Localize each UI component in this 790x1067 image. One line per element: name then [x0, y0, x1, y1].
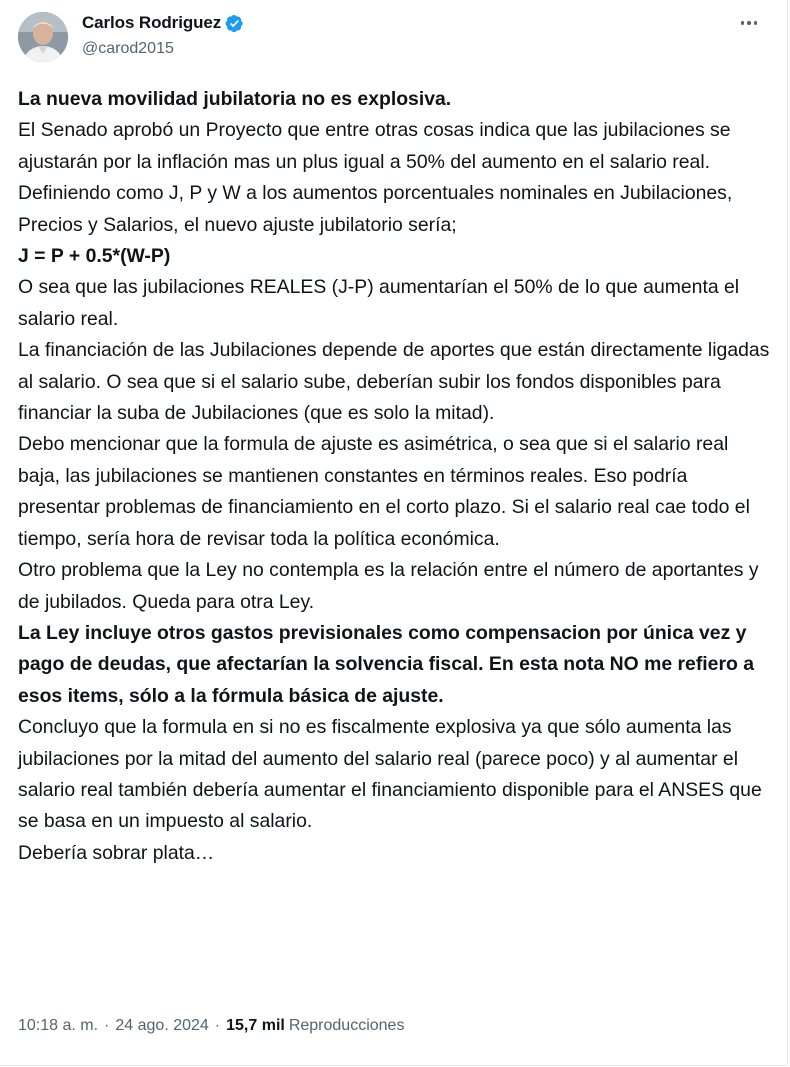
verified-badge-icon — [225, 14, 244, 33]
paragraph-9: La Ley incluye otros gastos previsionales como compensacion por única vez y pago de deudas, que afectarían la solvencia fiscal. En esta nota NO me refiero a esos items, sólo a la fórmula básica de ajuste. — [18, 621, 755, 707]
formula: J = P + 0.5*(W-P) — [18, 245, 171, 268]
tweet-meta — [18, 1017, 404, 1035]
avatar[interactable] — [18, 12, 68, 62]
paragraph-3: Definiendo como J, P y W a los aumentos porcentuales nominales en Jubilaciones, Precios y Salarios, el nuevo ajuste jubilatorio sería; — [18, 182, 733, 236]
author-display-name[interactable]: Carlos Rodriguez — [82, 13, 222, 32]
paragraph-11: Debería sobrar plata… — [18, 841, 215, 864]
paragraph-5: O sea que las jubilaciones REALES (J-P) aumentarían el 50% de lo que aumenta el salario real. — [18, 276, 740, 330]
paragraph-10: Concluyo que la formula en si no es fiscalmente explosiva ya que sólo aumenta las jubilaciones por la mitad del aumento del salario real (parece poco) y al aumentar el salario real también debería aumentar el financiamiento disponible para el ANSES que se basa en un impuesto al salario. — [18, 716, 762, 833]
paragraph-1: La nueva movilidad jubilatoria no es explosiva. — [18, 88, 452, 110]
views-count: 15,7 mil — [226, 1017, 285, 1034]
paragraph-2: El Senado aprobó un Proyecto que entre otras cosas indica que las jubilaciones se ajustarán por la inflación mas un plus igual a 50% del aumento en el salario real. — [18, 119, 731, 173]
meta-separator: · — [104, 1017, 110, 1034]
avatar-photo — [18, 12, 68, 62]
author-name-row — [82, 13, 244, 33]
tweet-text — [18, 84, 770, 869]
more-options-icon[interactable] — [736, 12, 762, 34]
paragraph-8: Otro problema que la Ley no contempla es la relación entre el número de aportantes y de jubilados. Queda para otra Ley. — [18, 559, 759, 613]
paragraph-7: Debo mencionar que la formula de ajuste es asimétrica, o sea que si el salario real baja, las jubilaciones se mantienen constantes en términos reales. Eso podría presentar problemas de financiamiento en el corto plazo. Si el salario real cae todo el tiempo, sería hora de revisar toda la política económica. — [18, 433, 750, 550]
views-label: Reproducciones — [288, 1017, 405, 1034]
author-handle[interactable]: @carod2015 — [82, 40, 174, 57]
tweet-date[interactable]: 24 ago. 2024 — [115, 1017, 209, 1034]
meta-separator-2: · — [214, 1017, 221, 1034]
tweet-time[interactable]: 10:18 a. m. — [18, 1017, 99, 1034]
paragraph-6: La financiación de las Jubilaciones depende de aportes que están directamente ligadas al salario. O sea que si el salario sube, deberían subir los fondos disponibles para financiar la suba de Jubilaciones (que es solo la mitad). — [18, 339, 770, 425]
